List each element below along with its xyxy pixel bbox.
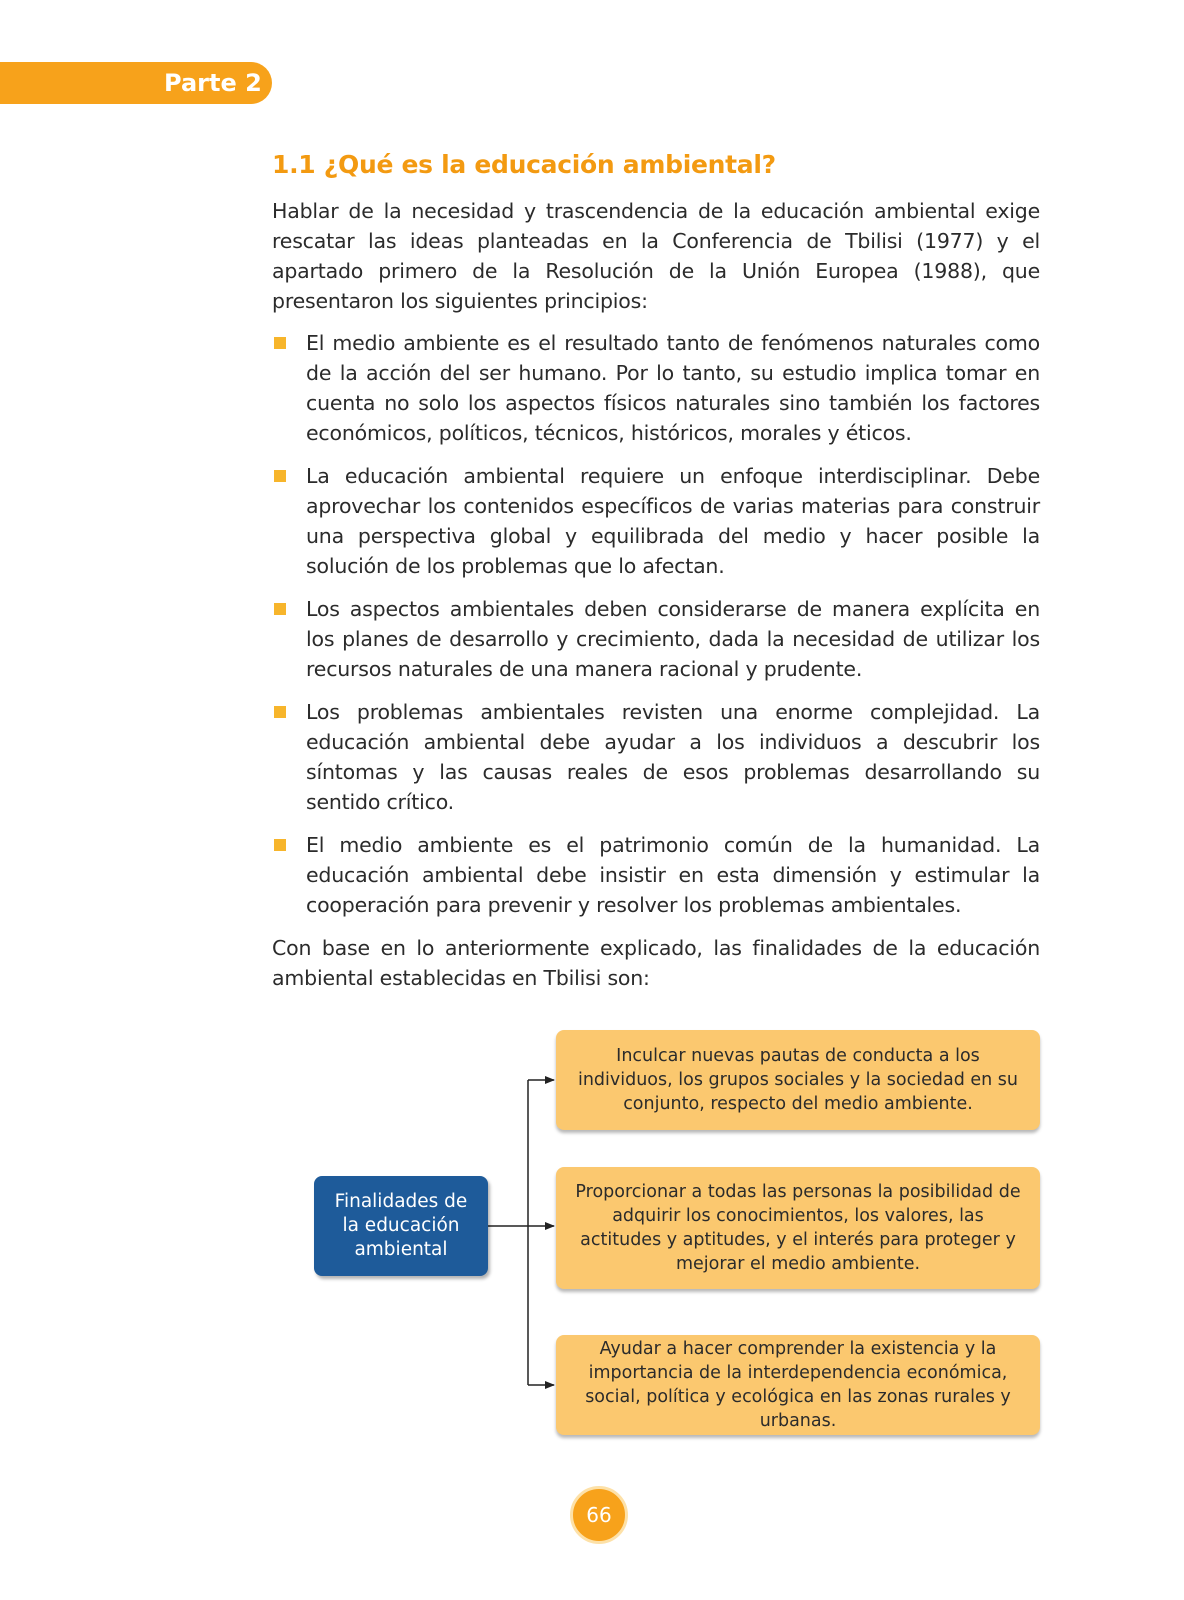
principle-text: El medio ambiente es el patrimonio común de la humanidad. La educación ambiental debe insistir en esta dimensión y estimular la cooperación para prevenir y resolver los problemas ambientales.: [306, 833, 1040, 917]
goal-text: Ayudar a hacer comprender la existencia y la importancia de la interdependencia económica, social, política y ecológica en las zonas rurales y urbanas.: [585, 1339, 1011, 1431]
list-item: [272, 328, 1040, 448]
section-title: 1.1 ¿Qué es la educación ambiental?: [272, 150, 776, 179]
goal-text: Inculcar nuevas pautas de conducta a los individuos, los grupos sociales y la sociedad en su conjunto, respecto del medio ambiente.: [577, 1046, 1019, 1114]
principles-list: [272, 328, 1040, 920]
principle-text: Los problemas ambientales revisten una enorme complejidad. La educación ambiental debe ayudar a los individuos a descubrir los síntomas y las causas reales de esos problemas desarrollando su sentido crítico.: [306, 700, 1040, 814]
goal-text: Proporcionar a todas las personas la posibilidad de adquirir los conocimientos, los valores, las actitudes y aptitudes, y el interés para proteger y mejorar el medio ambiente.: [575, 1182, 1021, 1274]
page-number: 66: [570, 1486, 628, 1544]
part-tab: [0, 62, 272, 104]
list-item: [272, 594, 1040, 684]
intro-paragraph: Hablar de la necesidad y trascendencia de la educación ambiental exige rescatar las ideas planteadas en la Conferencia de Tbilisi (1977) y el apartado primero de la Resolución de la Unión Europea (1988), que presentaron los siguientes principios:: [272, 199, 1040, 313]
goal-box-3: [556, 1335, 1040, 1435]
square-bullet-icon: [274, 706, 286, 718]
square-bullet-icon: [274, 470, 286, 482]
part-label: Parte 2: [164, 69, 262, 97]
list-item: [272, 461, 1040, 581]
center-node: [314, 1176, 488, 1276]
conclusion-paragraph: Con base en lo anteriormente explicado, las finalidades de la educación ambiental establecidas en Tbilisi son:: [272, 936, 1040, 990]
section-body: [272, 196, 1040, 993]
goal-box-2: [556, 1167, 1040, 1289]
square-bullet-icon: [274, 603, 286, 615]
list-item: [272, 830, 1040, 920]
square-bullet-icon: [274, 839, 286, 851]
principle-text: La educación ambiental requiere un enfoque interdisciplinar. Debe aprovechar los contenidos específicos de varias materias para construir una perspectiva global y equilibrada del medio y hacer posible la solución de los problemas que lo afectan.: [306, 464, 1040, 578]
center-node-label: Finalidades de la educación ambiental: [334, 1191, 468, 1260]
principle-text: El medio ambiente es el resultado tanto de fenómenos naturales como de la acción del ser humano. Por lo tanto, su estudio implica tomar en cuenta no solo los aspectos físicos naturales sino también los factores económicos, políticos, técnicos, históricos, morales y éticos.: [306, 331, 1040, 445]
list-item: [272, 697, 1040, 817]
principle-text: Los aspectos ambientales deben considerarse de manera explícita en los planes de desarrollo y crecimiento, dada la necesidad de utilizar los recursos naturales de una manera racional y prudente.: [306, 597, 1040, 681]
goal-box-1: [556, 1030, 1040, 1130]
square-bullet-icon: [274, 337, 286, 349]
